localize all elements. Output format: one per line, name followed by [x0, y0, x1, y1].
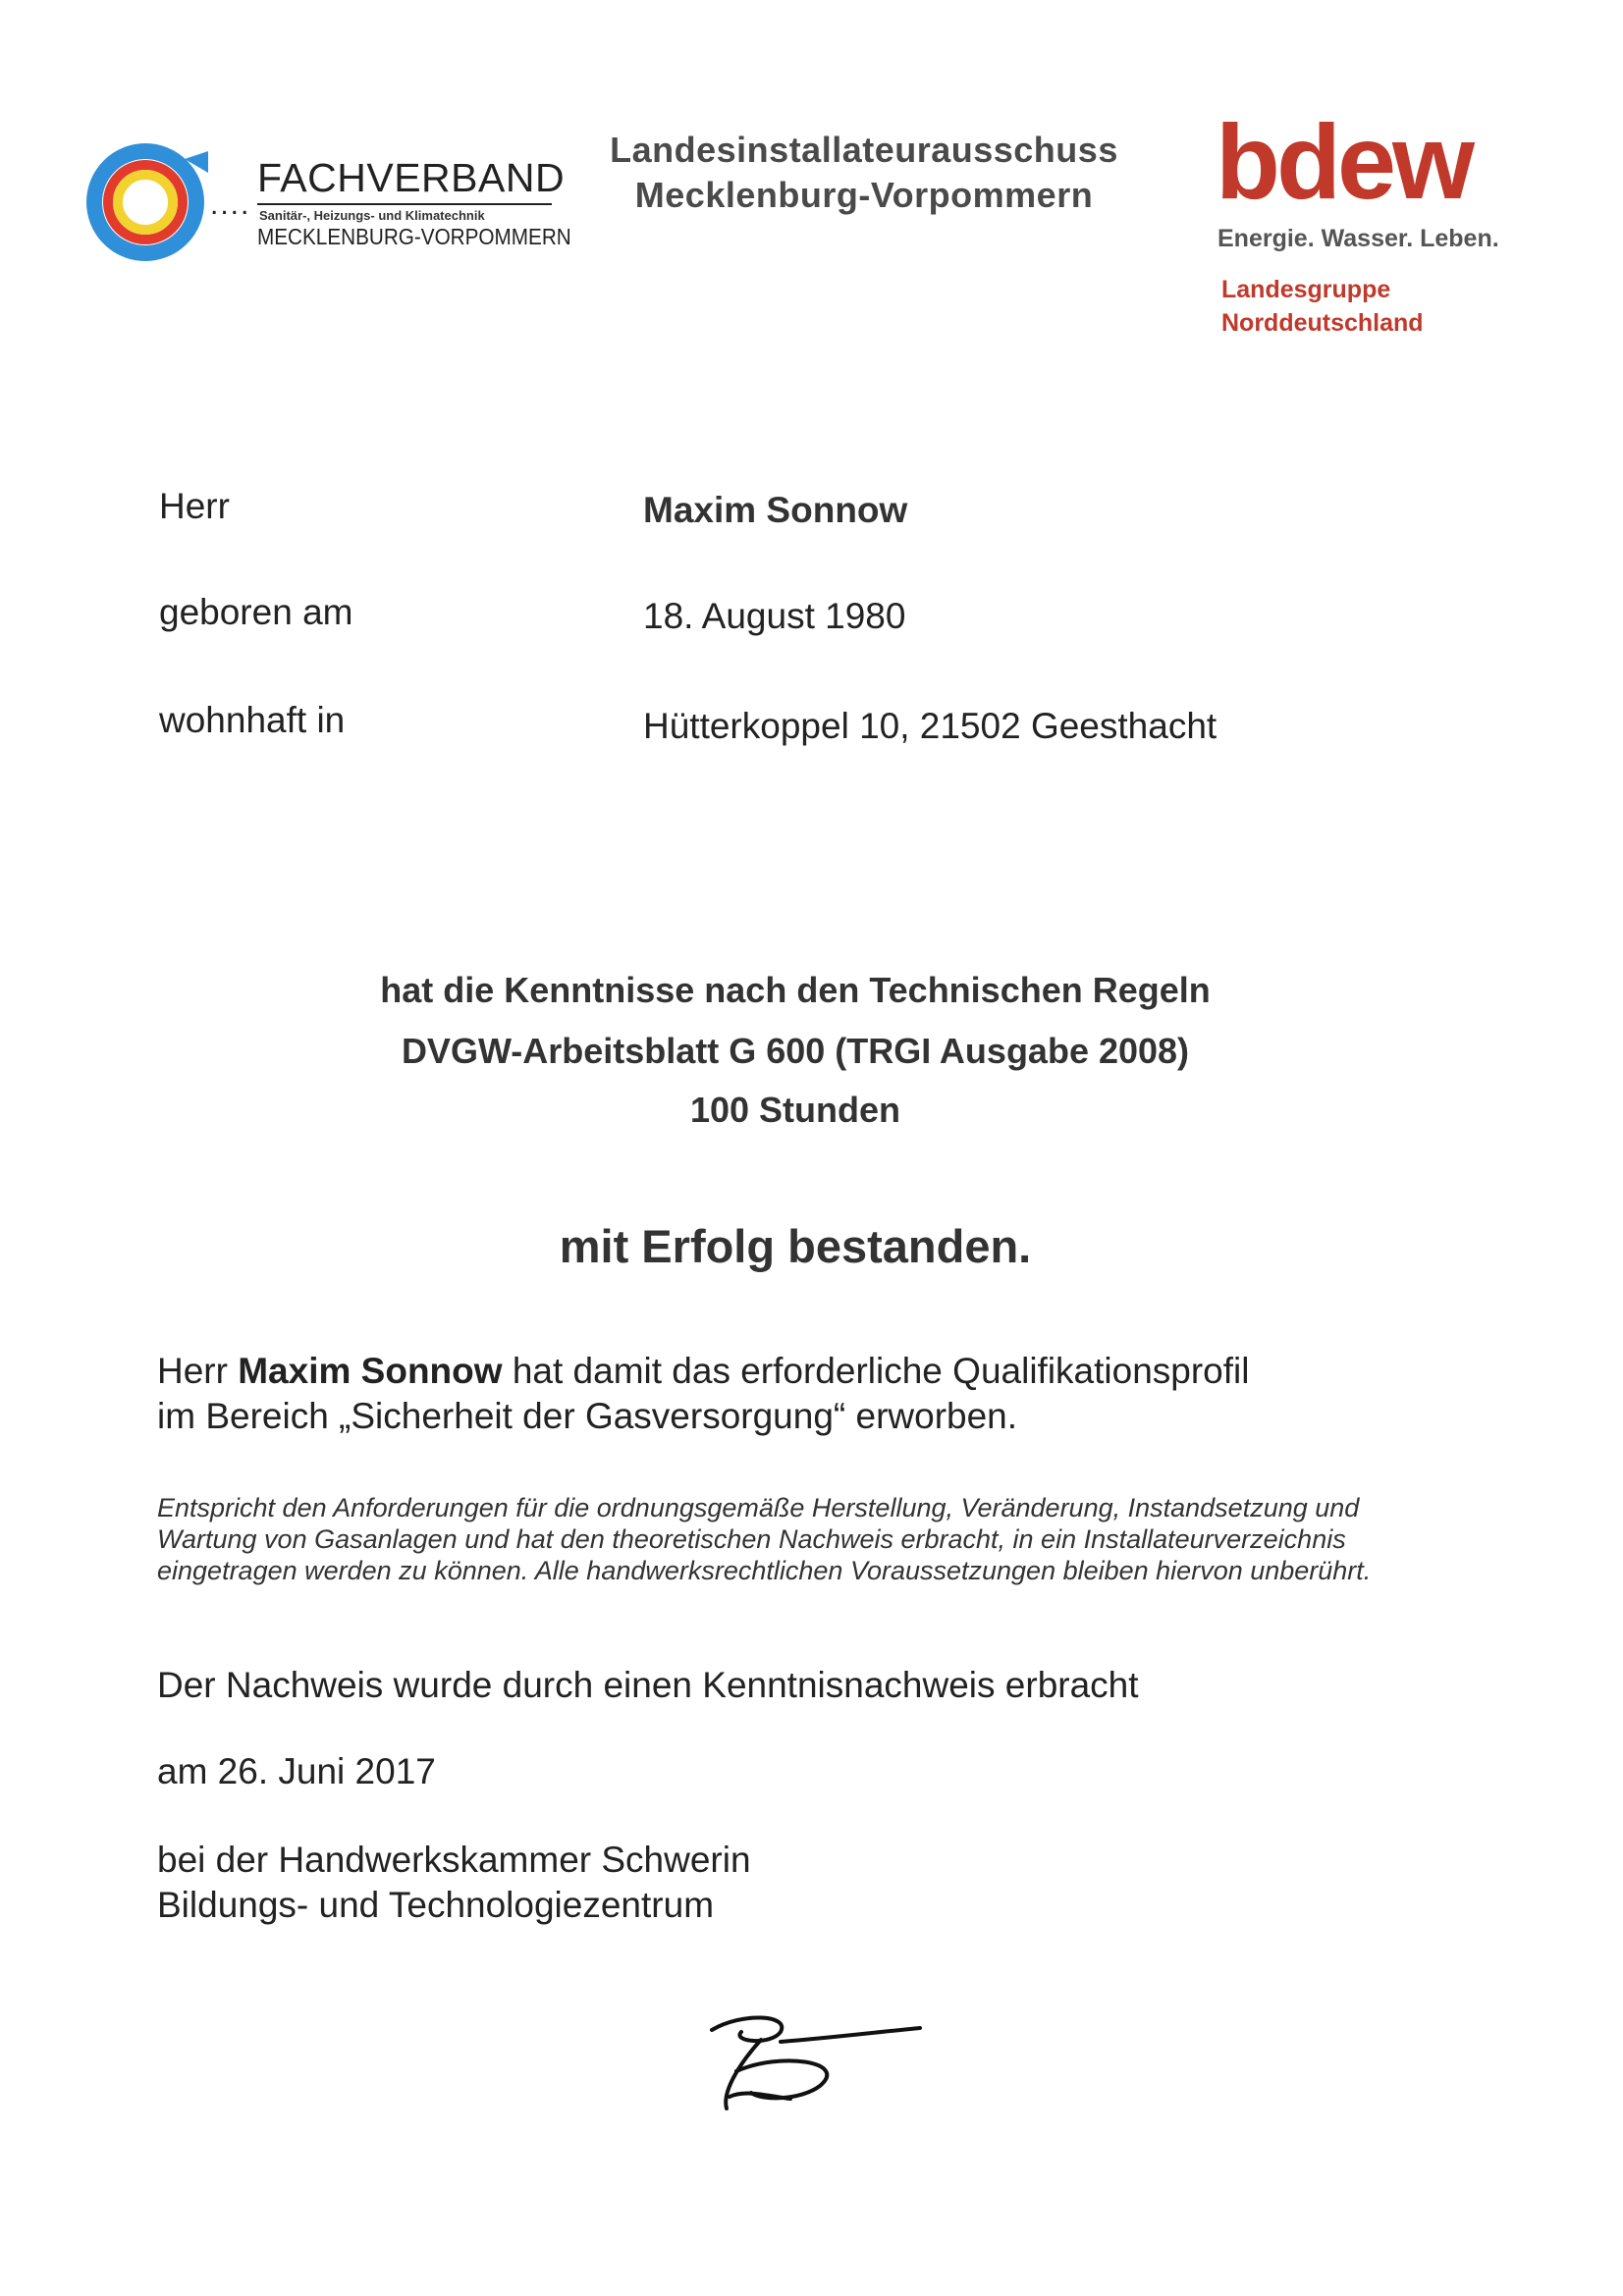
- fachverband-subtitle: Sanitär-, Heizungs- und Klimatechnik: [259, 208, 485, 223]
- fachverband-logo: [86, 143, 209, 261]
- certificate-result: mit Erfolg bestanden.: [559, 1220, 1032, 1272]
- qualification-name: Maxim Sonnow: [238, 1351, 503, 1391]
- bdew-group-line-1: Landesgruppe: [1221, 276, 1391, 303]
- person-name: Maxim Sonnow: [643, 490, 908, 530]
- bdew-logo: [1216, 116, 1476, 214]
- requirements-note: [157, 1492, 1434, 1586]
- qualification-line-2: im Bereich „Sicherheit der Gasversorgung“ erworben.: [157, 1396, 1018, 1436]
- institution-line-1: bei der Handwerkskammer Schwerin: [157, 1840, 751, 1880]
- signature-icon: [702, 2002, 938, 2120]
- qualification-prefix: Herr: [157, 1351, 239, 1391]
- certificate-line-1: hat die Kenntnisse nach den Technischen Regeln: [380, 970, 1211, 1010]
- fachverband-region: MECKLENBURG-VORPOMMERN: [257, 224, 571, 249]
- fachverband-dots: ....: [210, 188, 251, 221]
- bdew-tagline: Energie. Wasser. Leben.: [1217, 225, 1499, 252]
- note-line-2: Wartung von Gasanlagen und hat den theoretischen Nachweis erbracht, in ein Installateurverzeichnis: [157, 1524, 1346, 1554]
- birth-date: 18. August 1980: [643, 596, 906, 636]
- certificate-hours: 100 Stunden: [689, 1090, 901, 1130]
- address: Hütterkoppel 10, 21502 Geesthacht: [643, 706, 1217, 746]
- salutation-label: Herr: [159, 486, 230, 526]
- committee-line-2: Mecklenburg-Vorpommern: [634, 175, 1094, 215]
- note-line-3: eingetragen werden zu können. Alle handwerksrechtlichen Voraussetzungen bleiben hiervon unberührt.: [157, 1556, 1372, 1585]
- proof-date: am 26. Juni 2017: [157, 1751, 436, 1791]
- qualification-suffix: hat damit das erforderliche Qualifikationsprofil: [502, 1351, 1250, 1391]
- certificate-line-2: DVGW-Arbeitsblatt G 600 (TRGI Ausgabe 2008): [401, 1031, 1190, 1071]
- institution-line-2: Bildungs- und Technologiezentrum: [157, 1885, 715, 1925]
- proof-statement: Der Nachweis wurde durch einen Kenntnisnachweis erbracht: [157, 1665, 1139, 1705]
- committee-title: [589, 128, 1139, 218]
- fachverband-title: FACHVERBAND: [257, 155, 566, 200]
- bdew-logo-text: bdew: [1216, 116, 1472, 214]
- committee-line-1: Landesinstallateurausschuss: [610, 130, 1118, 170]
- qualification-line-1: [157, 1349, 1512, 1394]
- bdew-group: [1221, 273, 1424, 340]
- birth-label: geboren am: [159, 592, 353, 632]
- bdew-group-line-2: Norddeutschland: [1221, 309, 1424, 337]
- residence-label: wohnhaft in: [159, 700, 346, 740]
- note-line-1: Entspricht den Anforderungen für die ordnungsgemäße Herstellung, Veränderung, Instandsetzung und: [157, 1493, 1360, 1522]
- fachverband-divider: [257, 203, 552, 205]
- fachverband-rings-icon: [86, 143, 209, 261]
